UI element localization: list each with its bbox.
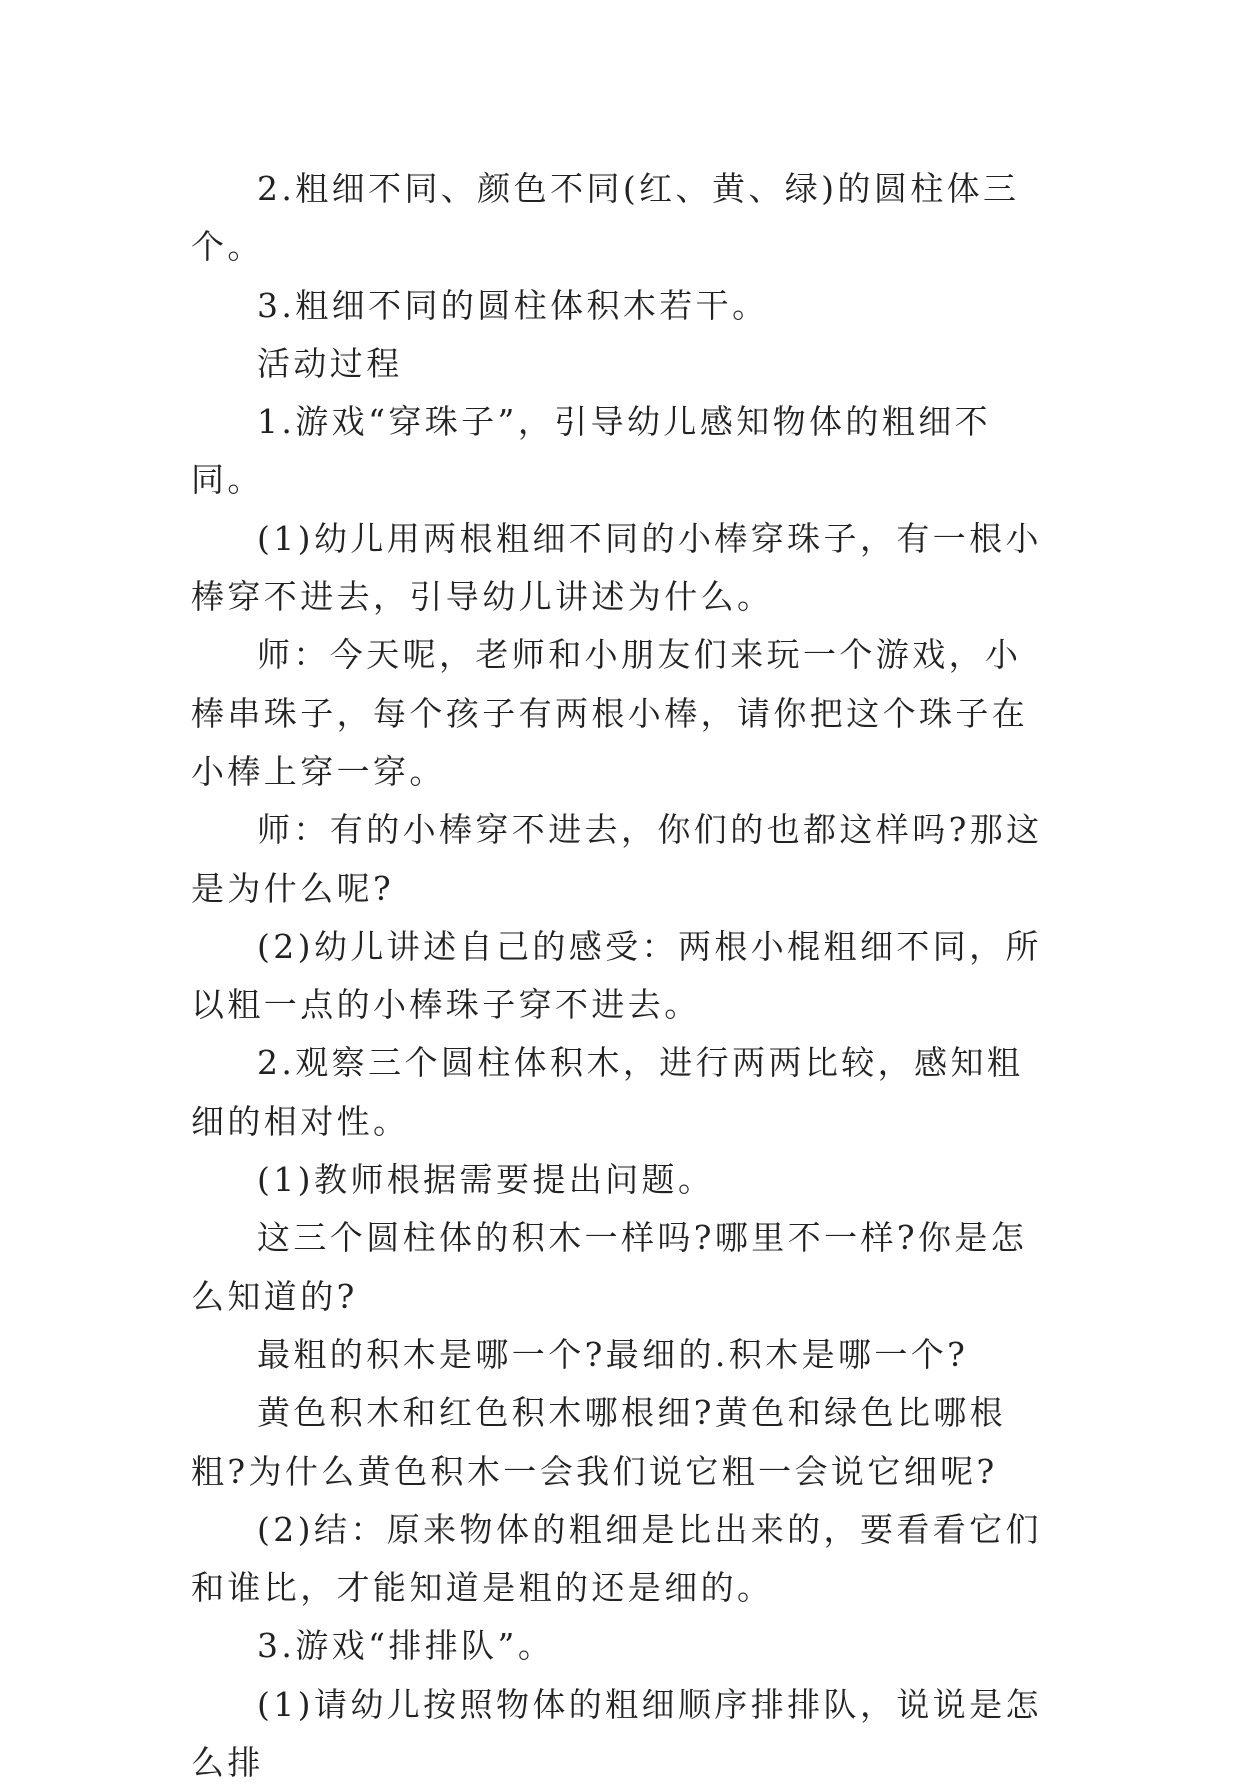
- paragraph: 3.游戏“排排队”。: [257, 1626, 555, 1666]
- paragraph: 这三个圆柱体的积木一样吗?哪里不一样?你是怎么知道的?: [191, 1218, 1028, 1316]
- paragraph: (1)教师根据需要提出问题。: [257, 1160, 715, 1200]
- paragraph: 2.粗细不同、颜色不同(红、黄、绿)的圆柱体三个。: [191, 169, 1020, 267]
- paragraph: 师：今天呢，老师和小朋友们来玩一个游戏，小棒串珠子，每个孩子有两根小棒，请你把这个珠子在小棒上穿一穿。: [191, 635, 1029, 791]
- paragraph: 师：有的小棒穿不进去，你们的也都这样吗?那这是为什么呢?: [191, 810, 1043, 908]
- paragraph: (1)请幼儿按照物体的粗细顺序排排队，说说是怎么排: [191, 1684, 1042, 1783]
- paragraph: (1)幼儿用两根粗细不同的小棒穿珠子，有一根小棒穿不进去，引导幼儿讲述为什么。: [191, 518, 1042, 617]
- paragraph: 3.粗细不同的圆柱体积木若干。: [257, 285, 769, 325]
- section-heading: 活动过程: [257, 343, 403, 383]
- paragraph: 黄色积木和红色积木哪根细?黄色和绿色比哪根粗?为什么黄色积木一会我们说它粗一会说它细呢?: [191, 1393, 1007, 1491]
- paragraph: (2)结：原来物体的粗细是比出来的，要看看它们和谁比，才能知道是粗的还是细的。: [191, 1509, 1042, 1608]
- paragraph: (2)幼儿讲述自己的感受：两根小棍粗细不同，所以粗一点的小棒珠子穿不进去。: [191, 926, 1042, 1025]
- paragraph: 1.游戏“穿珠子”，引导幼儿感知物体的粗细不同。: [191, 402, 992, 500]
- paragraph: 最粗的积木是哪一个?最细的.积木是哪一个?: [257, 1334, 969, 1374]
- document-body: [191, 160, 1051, 1792]
- paragraph: 2.观察三个圆柱体积木，进行两两比较，感知粗细的相对性。: [191, 1043, 1024, 1141]
